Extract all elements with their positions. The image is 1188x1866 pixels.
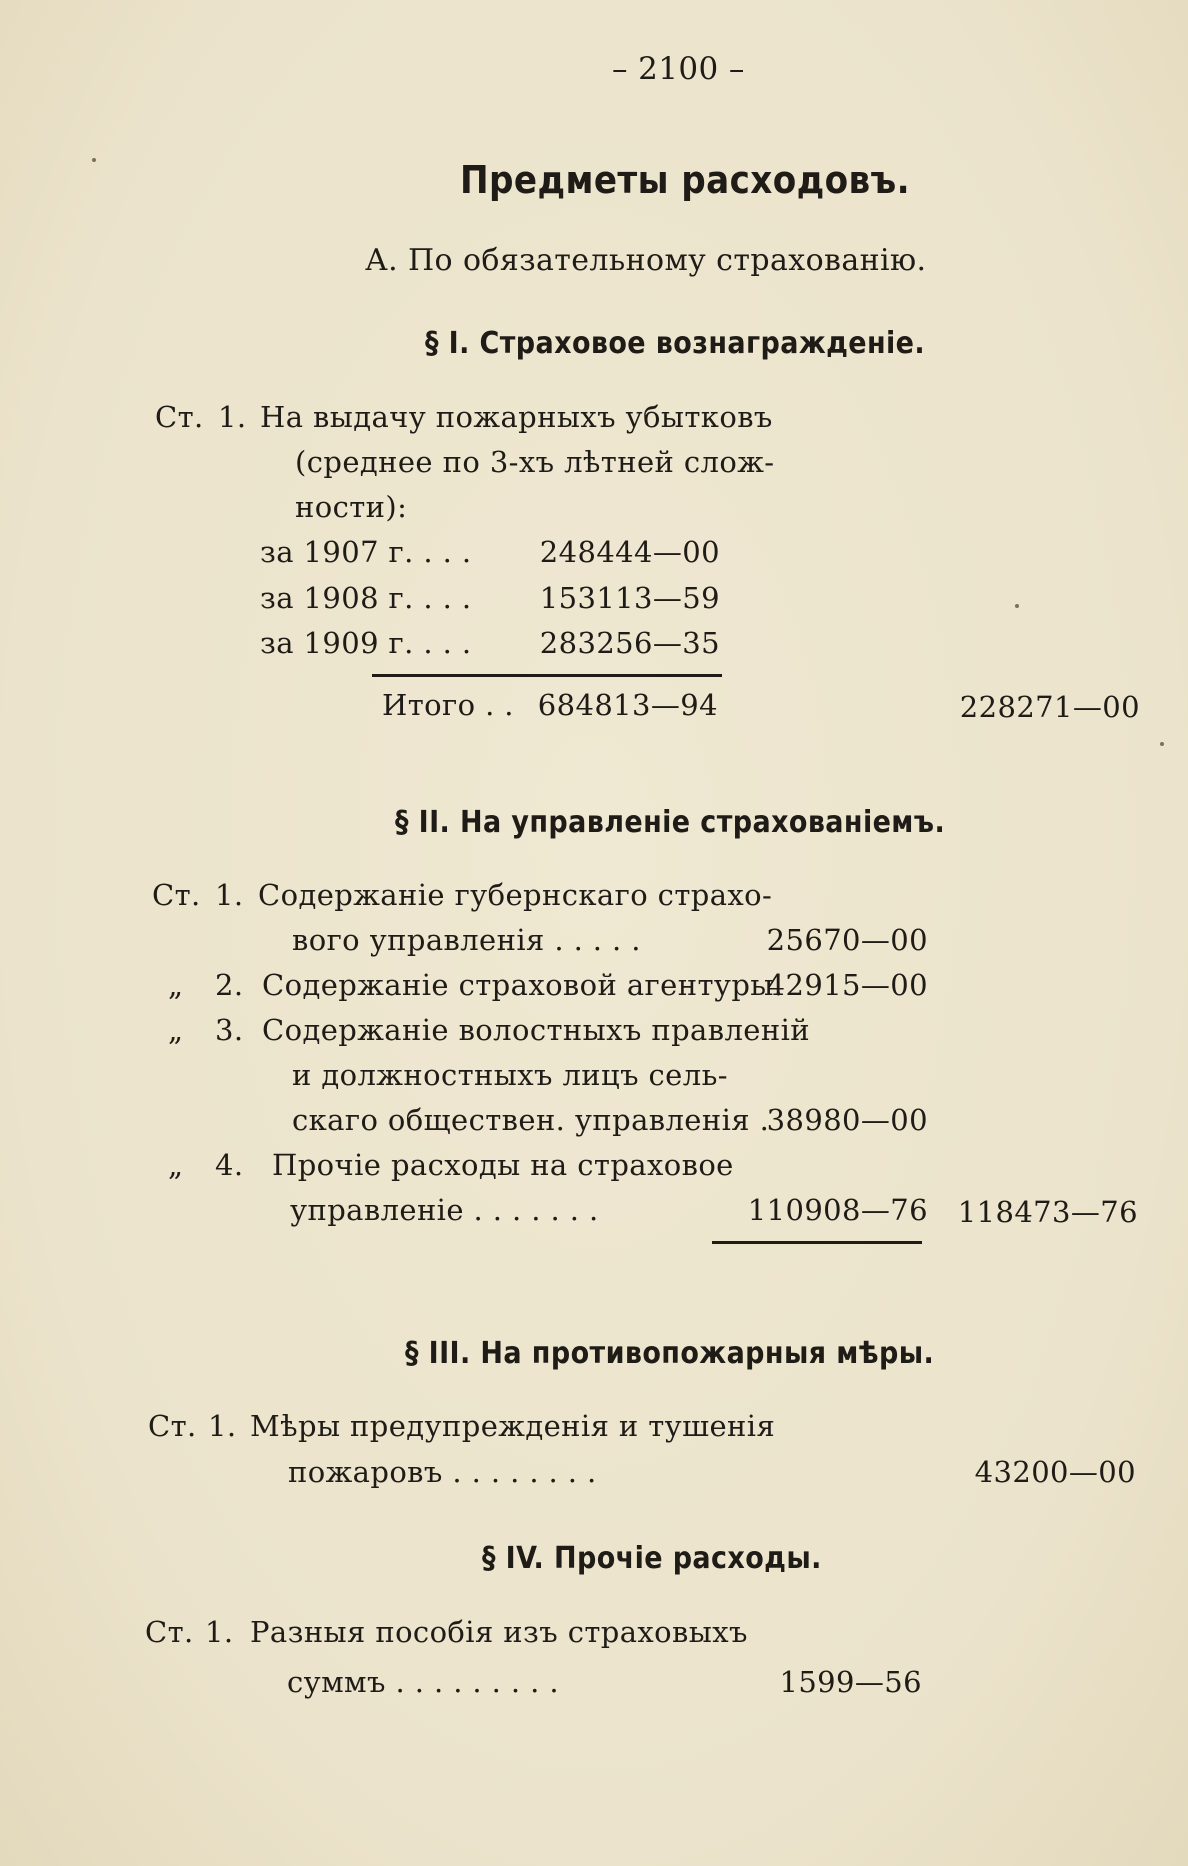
section-result: 118473—76 xyxy=(957,1195,1138,1229)
item-amount: 110908—76 xyxy=(747,1193,928,1227)
item-number: 4. xyxy=(215,1148,244,1182)
item-prefix: Ст. xyxy=(148,1409,197,1443)
item-number: 1. xyxy=(218,400,247,434)
item-line: скаго обществен. управленія . xyxy=(292,1103,770,1137)
item-prefix: Ст. xyxy=(155,400,204,434)
page-number: – 2100 – xyxy=(612,51,745,87)
item-line: На выдачу пожарныхъ убытковъ xyxy=(260,400,773,434)
item-number: 2. xyxy=(215,968,244,1002)
year-label: за 1909 г. . . . xyxy=(260,626,472,660)
year-amount: 248444—00 xyxy=(539,535,720,569)
paper-speck xyxy=(1015,604,1019,608)
item-line: вого управленія . . . . . xyxy=(292,923,641,957)
year-label: за 1908 г. . . . xyxy=(260,581,472,615)
item-line: Разныя пособія изъ страховыхъ xyxy=(250,1615,748,1649)
year-label: за 1907 г. . . . xyxy=(260,535,472,569)
page-title: Предметы расходовъ. xyxy=(460,158,910,202)
item-number: 3. xyxy=(215,1013,244,1047)
section-result: 43200—00 xyxy=(974,1455,1136,1489)
section-heading-1: § I. Страховое вознагражденіе. xyxy=(425,326,926,361)
section-heading-3: § III. На противопожарныя мѣры. xyxy=(405,1336,935,1371)
item-number: 1. xyxy=(215,878,244,912)
item-line: пожаровъ . . . . . . . . xyxy=(288,1455,597,1489)
subtotal-rule xyxy=(712,1241,922,1244)
paper-speck xyxy=(1160,742,1164,746)
year-amount: 153113—59 xyxy=(539,581,720,615)
page-subtitle: А. По обязательному страхованію. xyxy=(365,243,927,278)
item-number: 1. xyxy=(208,1409,237,1443)
section-heading-2: § II. На управленіе страхованіемъ. xyxy=(395,805,946,840)
item-prefix: Ст. xyxy=(152,878,201,912)
item-amount: 25670—00 xyxy=(766,923,928,957)
total-label: Итого . . xyxy=(382,688,514,722)
item-line: Прочіе расходы на страховое xyxy=(272,1148,734,1182)
item-line: Содержаніе страховой агентуры. xyxy=(262,968,784,1002)
item-prefix: Ст. xyxy=(145,1615,194,1649)
item-amount: 42915—00 xyxy=(766,968,928,1002)
item-amount: 38980—00 xyxy=(766,1103,928,1137)
item-line: Содержаніе волостныхъ правленій xyxy=(262,1013,810,1047)
paper-speck xyxy=(92,158,96,162)
item-line: Содержаніе губернскаго страхо- xyxy=(258,878,773,912)
item-line: Мѣры предупрежденія и тушенія xyxy=(250,1409,776,1443)
year-amount: 283256—35 xyxy=(539,626,720,660)
section-heading-4: § IV. Прочіе расходы. xyxy=(482,1541,822,1576)
item-number: 1. xyxy=(205,1615,234,1649)
total-rule xyxy=(372,674,722,677)
item-amount: 1599—56 xyxy=(779,1665,922,1699)
item-line: (среднее по 3-хъ лѣтней слож- xyxy=(295,445,775,479)
item-line: управленіе . . . . . . . xyxy=(290,1193,599,1227)
item-prefix: „ xyxy=(168,1013,184,1047)
section-result: 228271—00 xyxy=(959,690,1140,724)
item-prefix: „ xyxy=(168,1148,184,1182)
item-line: суммъ . . . . . . . . . xyxy=(287,1665,559,1699)
item-line: ности): xyxy=(295,490,408,524)
item-line: и должностныхъ лицъ сель- xyxy=(292,1058,728,1092)
item-prefix: „ xyxy=(168,968,184,1002)
total-amount: 684813—94 xyxy=(537,688,718,722)
